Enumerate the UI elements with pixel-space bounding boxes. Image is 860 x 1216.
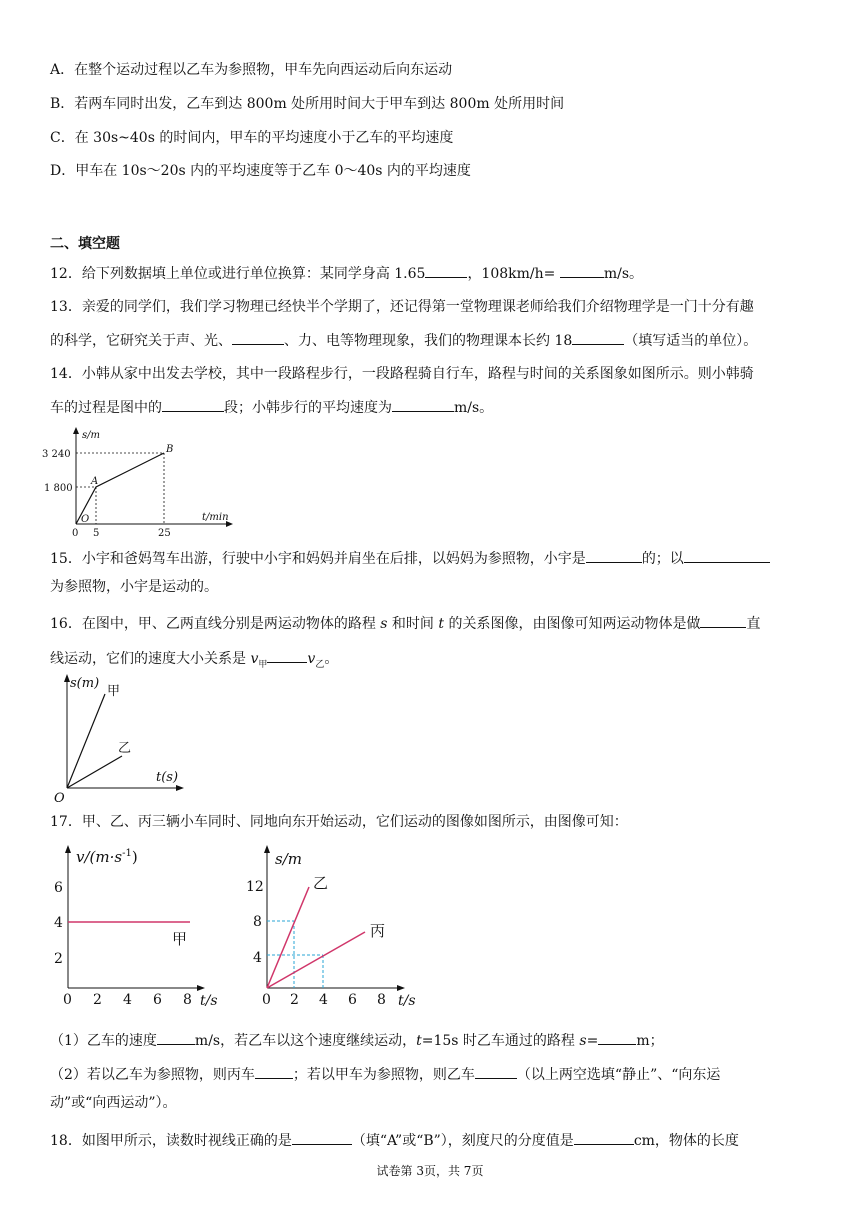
fig17b-xlabel: t/s — [398, 993, 416, 1009]
q16-v-yi: v — [307, 651, 316, 667]
q13-blank-2[interactable] — [572, 329, 624, 345]
question-13-line-2 — [50, 329, 810, 351]
q16-sub-yi: 乙 — [315, 659, 325, 670]
q16-text-end: 。 — [324, 651, 339, 667]
q18-blank-1[interactable] — [292, 1129, 352, 1145]
option-d: D．甲车在 10s～20s 内的平均速度等于乙车 0～40s 内的平均速度 — [50, 163, 471, 179]
q12-text-a: 12．给下列数据填上单位或进行单位换算：某同学身高 1.65 — [50, 266, 426, 282]
q17-text-d: = — [586, 1033, 599, 1049]
q14-blank-2[interactable] — [392, 396, 454, 412]
q12-text-c: m/s。 — [603, 266, 644, 282]
fig14-xlabel: t/min — [202, 512, 229, 523]
q16-text-e: 线运动，它们的速度大小关系是 — [50, 651, 251, 667]
fig14-ytick-3240: 3 240 — [42, 449, 71, 460]
fig17b-label-yi: 乙 — [313, 874, 329, 892]
q16-var-t: t — [438, 616, 444, 632]
q17-blank-2[interactable] — [598, 1029, 636, 1045]
fig16-line-jia — [67, 694, 105, 788]
q15-blank-2[interactable] — [684, 547, 770, 563]
fig17b-label-bing: 丙 — [370, 922, 386, 940]
q17-blank-1[interactable] — [157, 1029, 195, 1045]
fig17b-xtick-8: 8 — [377, 992, 386, 1008]
q13-text-c: （填写适当的单位）。 — [624, 333, 758, 349]
fig14-point-b: B — [166, 444, 174, 455]
fig14-xtick-5: 5 — [93, 528, 100, 539]
question-15-line-2: 为参照物，小宇是运动的。 — [50, 579, 218, 595]
q17-blank-4[interactable] — [475, 1063, 517, 1079]
figure-17b-chart — [245, 842, 425, 1010]
fig17a-ytick-6: 6 — [54, 880, 63, 896]
figure-14-chart — [40, 426, 240, 538]
q16-text-d: 直 — [746, 616, 761, 632]
fig17b-ytick-8: 8 — [253, 914, 262, 930]
question-13-line-1: 13．亲爱的同学们，我们学习物理已经快半个学期了，还记得第一堂物理课老师给我们介绍物理学是一门十分有趣 — [50, 299, 754, 315]
q15-blank-1[interactable] — [586, 547, 642, 563]
fig17b-xtick-4: 4 — [319, 992, 328, 1008]
fig17b-x-arrow — [397, 985, 405, 991]
q14-blank-1[interactable] — [162, 396, 224, 412]
fig17b-ylabel: s/m — [275, 850, 302, 868]
fig16-line-yi — [67, 756, 122, 788]
q13-text-a: 的科学，它研究关于声、光、 — [50, 333, 232, 349]
q16-text-b: 和时间 — [387, 616, 439, 632]
q17-var-s: s — [579, 1033, 587, 1049]
question-17-part-1 — [50, 1029, 810, 1051]
fig14-xtick-0: 0 — [72, 528, 79, 539]
q18-text-a: 18．如图甲所示，读数时视线正确的是 — [50, 1133, 292, 1149]
question-18 — [50, 1129, 810, 1151]
q17-text-h: （以上两空选填“静止”、“向东运 — [516, 1067, 721, 1083]
fig17a-xtick-4: 4 — [123, 992, 132, 1008]
fig16-origin: O — [54, 791, 65, 806]
fig17a-xlabel: t/s — [200, 993, 218, 1009]
question-14-line-2 — [50, 396, 810, 418]
question-15-line-1 — [50, 547, 810, 569]
q12-blank-1[interactable] — [425, 262, 467, 278]
q14-text-b: 段；小韩步行的平均速度为 — [224, 400, 392, 416]
fig17a-xtick-2: 2 — [93, 992, 102, 1008]
fig16-label-yi: 乙 — [118, 741, 132, 756]
q16-blank-1[interactable] — [700, 612, 746, 628]
fig17b-series-yi — [267, 887, 309, 988]
q12-text-b: ，108km/h= — [467, 266, 560, 282]
fig16-xlabel: t(s) — [156, 770, 179, 785]
figure-17a-chart — [50, 842, 220, 1010]
q18-text-c: cm，物体的长度 — [633, 1133, 739, 1149]
question-17-part-3: 动”或“向西运动”）。 — [50, 1095, 177, 1111]
question-14-line-1: 14．小韩从家中出发去学校，其中一段路程步行，一段路程骑自行车，路程与时间的关系图象如图所示。则小韩骑 — [50, 366, 754, 382]
fig17b-ytick-12: 12 — [246, 879, 264, 895]
fig14-point-a: A — [91, 476, 99, 487]
q17-var-t: t — [416, 1033, 422, 1049]
q17-text-g: ；若以甲车为参照物，则乙车 — [292, 1067, 475, 1083]
page-footer: 试卷第 3页，共 7页 — [376, 1164, 484, 1178]
q17-text-f: （2）若以乙车为参照物，则丙车 — [50, 1067, 255, 1083]
q18-blank-2[interactable] — [574, 1129, 634, 1145]
q17-blank-3[interactable] — [255, 1063, 293, 1079]
q14-text-c: m/s。 — [454, 400, 494, 416]
fig17b-xtick-6: 6 — [348, 992, 357, 1008]
fig14-ytick-1800: 1 800 — [44, 483, 73, 494]
q16-v-jia: v — [250, 651, 259, 667]
fig17a-label-jia: 甲 — [172, 930, 188, 948]
q13-blank-1[interactable] — [232, 329, 284, 345]
fig16-label-jia: 甲 — [107, 684, 121, 699]
fig17b-ytick-4: 4 — [253, 950, 262, 966]
fig14-y-arrow — [73, 427, 79, 434]
option-b: B．若两车同时出发，乙车到达 800m 处所用时间大于甲车到达 800m 处所用时间 — [50, 96, 565, 112]
option-a: A．在整个运动过程以乙车为参照物，甲车先向西运动后向东运动 — [50, 62, 453, 78]
fig17a-xtick-8: 8 — [183, 992, 192, 1008]
q12-blank-2[interactable] — [560, 262, 604, 278]
fig14-xtick-25: 25 — [158, 528, 171, 539]
fig17b-y-arrow — [264, 845, 270, 853]
fig17b-xtick-2: 2 — [290, 992, 299, 1008]
question-16-line-2 — [50, 647, 810, 675]
q16-sub-jia: 甲 — [258, 659, 268, 670]
q16-text-c: 的关系图像，由图像可知两运动物体是做 — [444, 616, 701, 632]
q15-text-a: 15．小宇和爸妈驾车出游，行驶中小宇和妈妈并肩坐在后排，以妈妈为参照物，小宇是 — [50, 551, 586, 567]
q17-text-b: m/s，若乙车以这个速度继续运动， — [194, 1033, 417, 1049]
question-17-part-2 — [50, 1063, 810, 1085]
fig17a-y-arrow — [65, 845, 71, 853]
q16-text-a: 16．在图中，甲、乙两直线分别是两运动物体的路程 — [50, 616, 381, 632]
fig16-ylabel: s(m) — [70, 676, 100, 691]
q17-text-c: =15s 时乙车通过的路程 — [421, 1033, 580, 1049]
q15-text-b: 的；以 — [641, 551, 684, 567]
q16-blank-2[interactable] — [267, 647, 307, 663]
q17-text-a: （1）乙车的速度 — [50, 1033, 157, 1049]
question-12 — [50, 262, 810, 284]
section-title: 二、填空题 — [50, 236, 120, 252]
fig14-ylabel: s/m — [82, 430, 100, 441]
option-c: C．在 30s~40s 的时间内，甲车的平均速度小于乙车的平均速度 — [50, 130, 454, 146]
fig17a-xtick-0: 0 — [63, 992, 72, 1008]
q18-text-b: （填“A”或“B”），刻度尺的分度值是 — [351, 1133, 574, 1149]
fig17b-series-bing — [267, 932, 365, 988]
q17-text-e: m； — [636, 1033, 664, 1049]
figure-16-chart — [50, 672, 190, 808]
fig14-point-o: O — [81, 514, 90, 525]
fig17a-ylabel: $v/(m\cdot s^{-1})$ — [76, 848, 138, 866]
fig17a-ytick-4: 4 — [54, 915, 63, 931]
fig17a-xtick-6: 6 — [153, 992, 162, 1008]
fig17b-xtick-0: 0 — [262, 992, 271, 1008]
fig17a-x-arrow — [197, 985, 205, 991]
question-16-line-1 — [50, 612, 810, 634]
fig16-x-arrow — [176, 785, 184, 791]
q13-text-b: 、力、电等物理现象，我们的物理课本长约 18 — [284, 333, 573, 349]
question-17-line-1: 17．甲、乙、丙三辆小车同时、同地向东开始运动，它们运动的图像如图所示，由图像可知： — [50, 814, 628, 830]
q16-var-s: s — [380, 616, 388, 632]
fig17a-ytick-2: 2 — [54, 951, 63, 967]
q14-text-a: 车的过程是图中的 — [50, 400, 162, 416]
